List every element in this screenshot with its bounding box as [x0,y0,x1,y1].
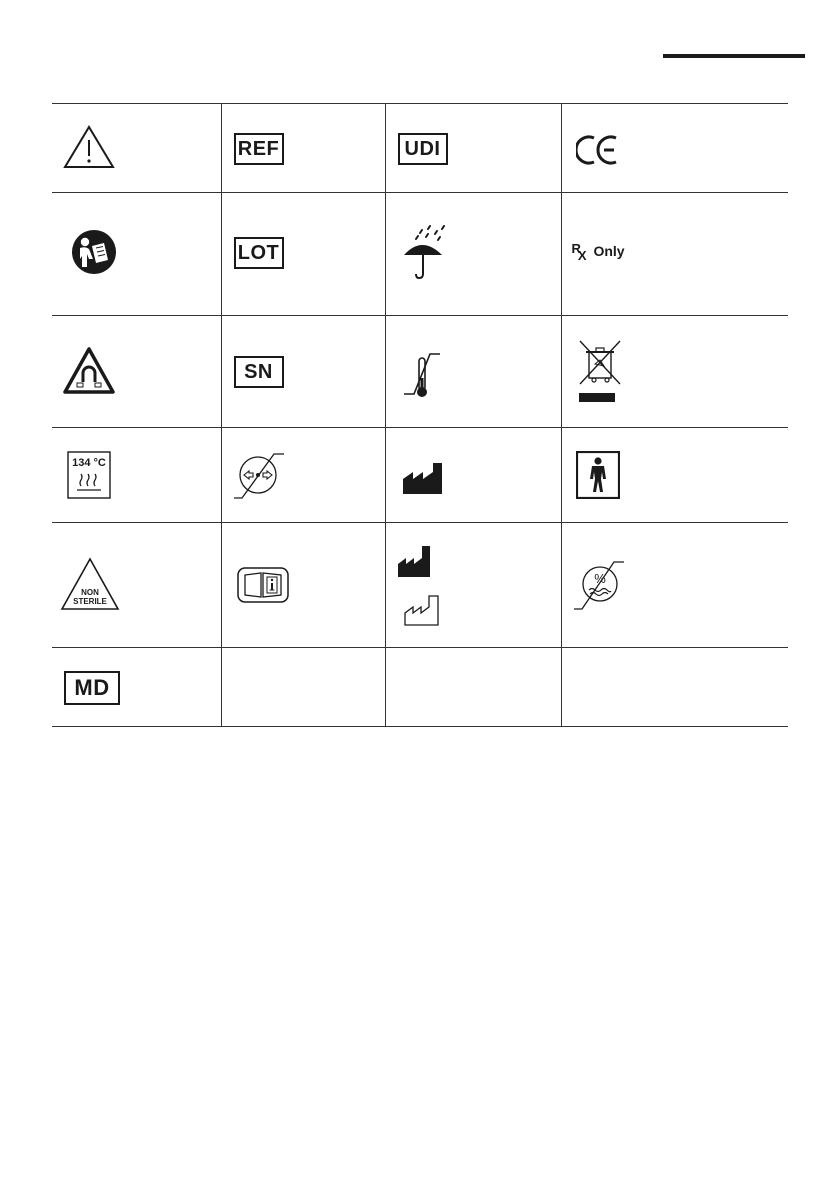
table-cell [52,648,221,727]
table-cell [385,523,561,648]
table-cell [221,316,385,428]
table-cell [52,193,221,316]
mr-unsafe-magnet-icon [62,346,116,396]
percent-glyph: % [593,571,606,586]
sterilization-temperature-icon [67,451,111,499]
table-cell [385,104,561,193]
udi-symbol: UDI [398,133,448,165]
table-cell [221,648,385,727]
humidity-limitation-icon [572,557,628,613]
table-cell [221,523,385,648]
temperature-limit-icon [402,348,446,400]
non-sterile-icon [59,556,121,612]
table-cell [561,316,788,428]
table-cell [385,193,561,316]
table-row [52,523,788,648]
rx-x-letter: X [577,248,587,263]
table-cell [561,428,788,523]
table-cell [385,648,561,727]
symbols-table [52,103,788,727]
table-row [52,648,788,727]
table-cell [561,104,788,193]
keep-dry-umbrella-icon [400,225,450,281]
ce-mark-icon [576,134,622,166]
non-sterile-line2: STERILE [73,597,107,606]
instructions-manual-icon [71,229,117,275]
weee-disposal-icon [574,338,624,404]
date-of-manufacture-icon [404,593,442,627]
non-sterile-line1: NON [81,588,99,597]
table-row [52,428,788,523]
medical-device-symbol: MD [64,671,120,705]
table-row [52,193,788,316]
table-cell [385,428,561,523]
manufacturer-icon-filled [397,543,433,579]
warning-icon [62,124,116,170]
rx-only-label: Only [593,243,625,259]
table-row [52,104,788,193]
serial-number-symbol: SN [234,356,284,388]
type-bf-applied-part-icon [576,451,620,499]
pressure-limitation-icon [232,448,288,502]
header-rule [663,54,805,58]
table-row [52,316,788,428]
table-cell [52,523,221,648]
rx-only-symbol [571,241,625,263]
table-cell [52,104,221,193]
sterilize-temp-text: 134 °C [72,457,106,469]
table-cell [221,193,385,316]
table-cell [385,316,561,428]
rx-r-letter: R [571,241,581,256]
table-cell [52,316,221,428]
table-cell [561,193,788,316]
lot-symbol: LOT [234,237,284,269]
ref-symbol: REF [234,133,284,165]
electronic-instructions-icon [237,567,289,603]
table-cell [221,428,385,523]
table-cell [561,648,788,727]
table-cell [52,428,221,523]
manufacturer-icon [402,461,444,495]
table-cell [221,104,385,193]
table-cell [561,523,788,648]
